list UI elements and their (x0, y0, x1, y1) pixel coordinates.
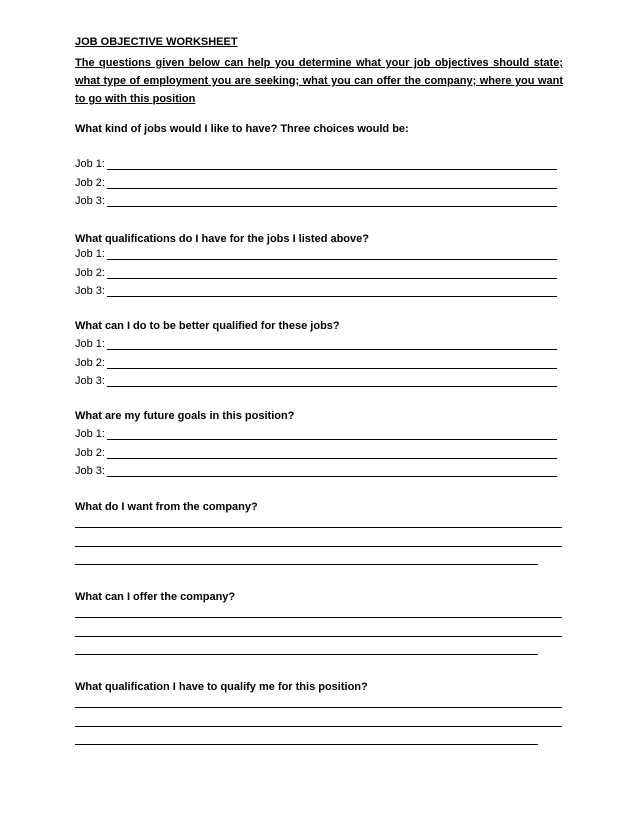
q7-answer-line-3[interactable] (75, 744, 538, 745)
question-6: What can I offer the company? (75, 591, 236, 603)
q3-job1-line[interactable]: Job 1: (75, 336, 557, 350)
q4-job3-line[interactable]: Job 3: (75, 463, 557, 477)
q7-answer-line-1[interactable] (75, 707, 562, 708)
q1-job3-line[interactable]: Job 3: (75, 193, 557, 207)
q6-answer-line-2[interactable] (75, 636, 562, 637)
q5-answer-line-2[interactable] (75, 546, 562, 547)
q4-job1-line[interactable]: Job 1: (75, 426, 557, 440)
q5-answer-line-1[interactable] (75, 527, 562, 528)
worksheet-intro: The questions given below can help you determine what your job objectives should state; what type of employment you are seeking; what you can offer the company; where you want to go with this position (75, 57, 563, 105)
q2-job1-line[interactable]: Job 1: (75, 246, 557, 260)
q4-job2-line[interactable]: Job 2: (75, 445, 557, 459)
question-3: What can I do to be better qualified for these jobs? (75, 320, 340, 332)
q6-answer-line-3[interactable] (75, 654, 538, 655)
question-5: What do I want from the company? (75, 501, 258, 513)
q2-job3-line[interactable]: Job 3: (75, 283, 557, 297)
question-4: What are my future goals in this position? (75, 410, 295, 422)
q2-job2-line[interactable]: Job 2: (75, 265, 557, 279)
q3-job2-line[interactable]: Job 2: (75, 355, 557, 369)
q3-job3-line[interactable]: Job 3: (75, 373, 557, 387)
q1-job2-line[interactable]: Job 2: (75, 175, 557, 189)
q5-answer-line-3[interactable] (75, 564, 538, 565)
q6-answer-line-1[interactable] (75, 617, 562, 618)
question-7: What qualification I have to qualify me for this position? (75, 681, 368, 693)
worksheet-title: JOB OBJECTIVE WORKSHEET (75, 36, 238, 48)
question-1: What kind of jobs would I like to have? Three choices would be: (75, 123, 409, 135)
q1-job1-line[interactable]: Job 1: (75, 156, 557, 170)
question-2: What qualifications do I have for the jobs I listed above? (75, 233, 369, 245)
q7-answer-line-2[interactable] (75, 726, 562, 727)
